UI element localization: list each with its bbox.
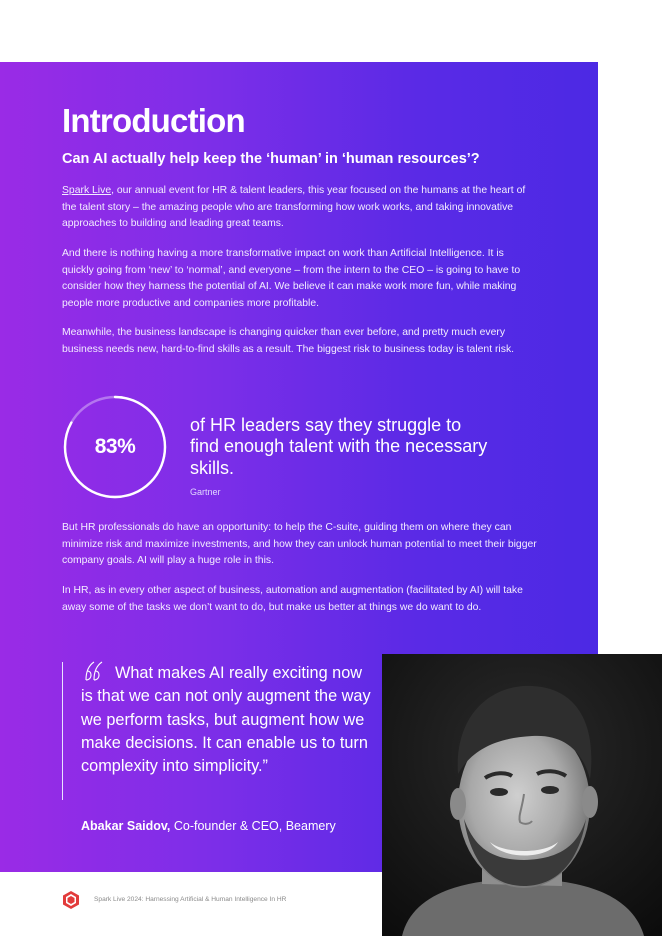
body-paragraph-1: But HR professionals do have an opportunity: to help the C-suite, guiding them on where they can minimize risk and maximize investments, and how they can unlock human potential to meet their bigger company goals. AI will play a huge role in this.	[62, 522, 537, 567]
section-subtitle: Can AI actually help keep the ‘human’ in ‘human resources’?	[62, 151, 480, 167]
pull-quote	[81, 662, 371, 778]
quote-divider	[62, 662, 63, 800]
pull-quote-text: What makes AI really exciting now is that we can not only augment the way we perform tasks, but augment how we make decisions. It can enable us to turn complexity into simplicity.”	[81, 664, 371, 776]
quote-author-role: Co-founder & CEO, Beamery	[170, 819, 336, 833]
intro-paragraph-2: And there is nothing having a more transformative impact on work than Artificial Intelligence. It is quickly going from ‘new’ to ‘normal’, and everyone – from the intern to the CEO – is going to have to consider how they harness the potential of AI. We believe it can make work more fun, while making people more productive and companies more profitable.	[62, 248, 521, 309]
intro-paragraph-1-text: , our annual event for HR & talent leaders, this year focused on the humans at the heart of the talent story – the amazing people who are transforming how work works, and taking innovative approaches to building and leading great teams.	[62, 185, 526, 230]
stat-source: Gartner	[190, 487, 221, 497]
intro-paragraph-3: Meanwhile, the business landscape is changing quicker than ever before, and pretty much every business needs new, hard-to-find skills as a result. The biggest risk to business today is talent risk.	[62, 327, 515, 355]
portrait-illustration	[382, 654, 662, 936]
quote-author-name: Abakar Saidov,	[81, 819, 171, 833]
intro-paragraph-1	[62, 183, 538, 233]
portrait-photo	[382, 654, 662, 936]
page-title: Introduction	[62, 102, 245, 139]
body-paragraph-2: In HR, as in every other aspect of business, automation and augmentation (facilitated by AI) will take away some of the tasks we don’t want to do, but make us better at things we do want to do.	[62, 585, 523, 613]
spark-live-link[interactable]: Spark Live	[62, 185, 112, 196]
stat-description: of HR leaders say they struggle to find enough talent with the necessary skills.	[190, 415, 488, 478]
footer-caption: Spark Live 2024: Harnessing Artificial & Human Intelligence In HR	[94, 896, 287, 903]
beamery-logo-icon	[62, 891, 80, 909]
quote-attribution	[81, 819, 336, 833]
stat-value: 83%	[94, 435, 136, 458]
